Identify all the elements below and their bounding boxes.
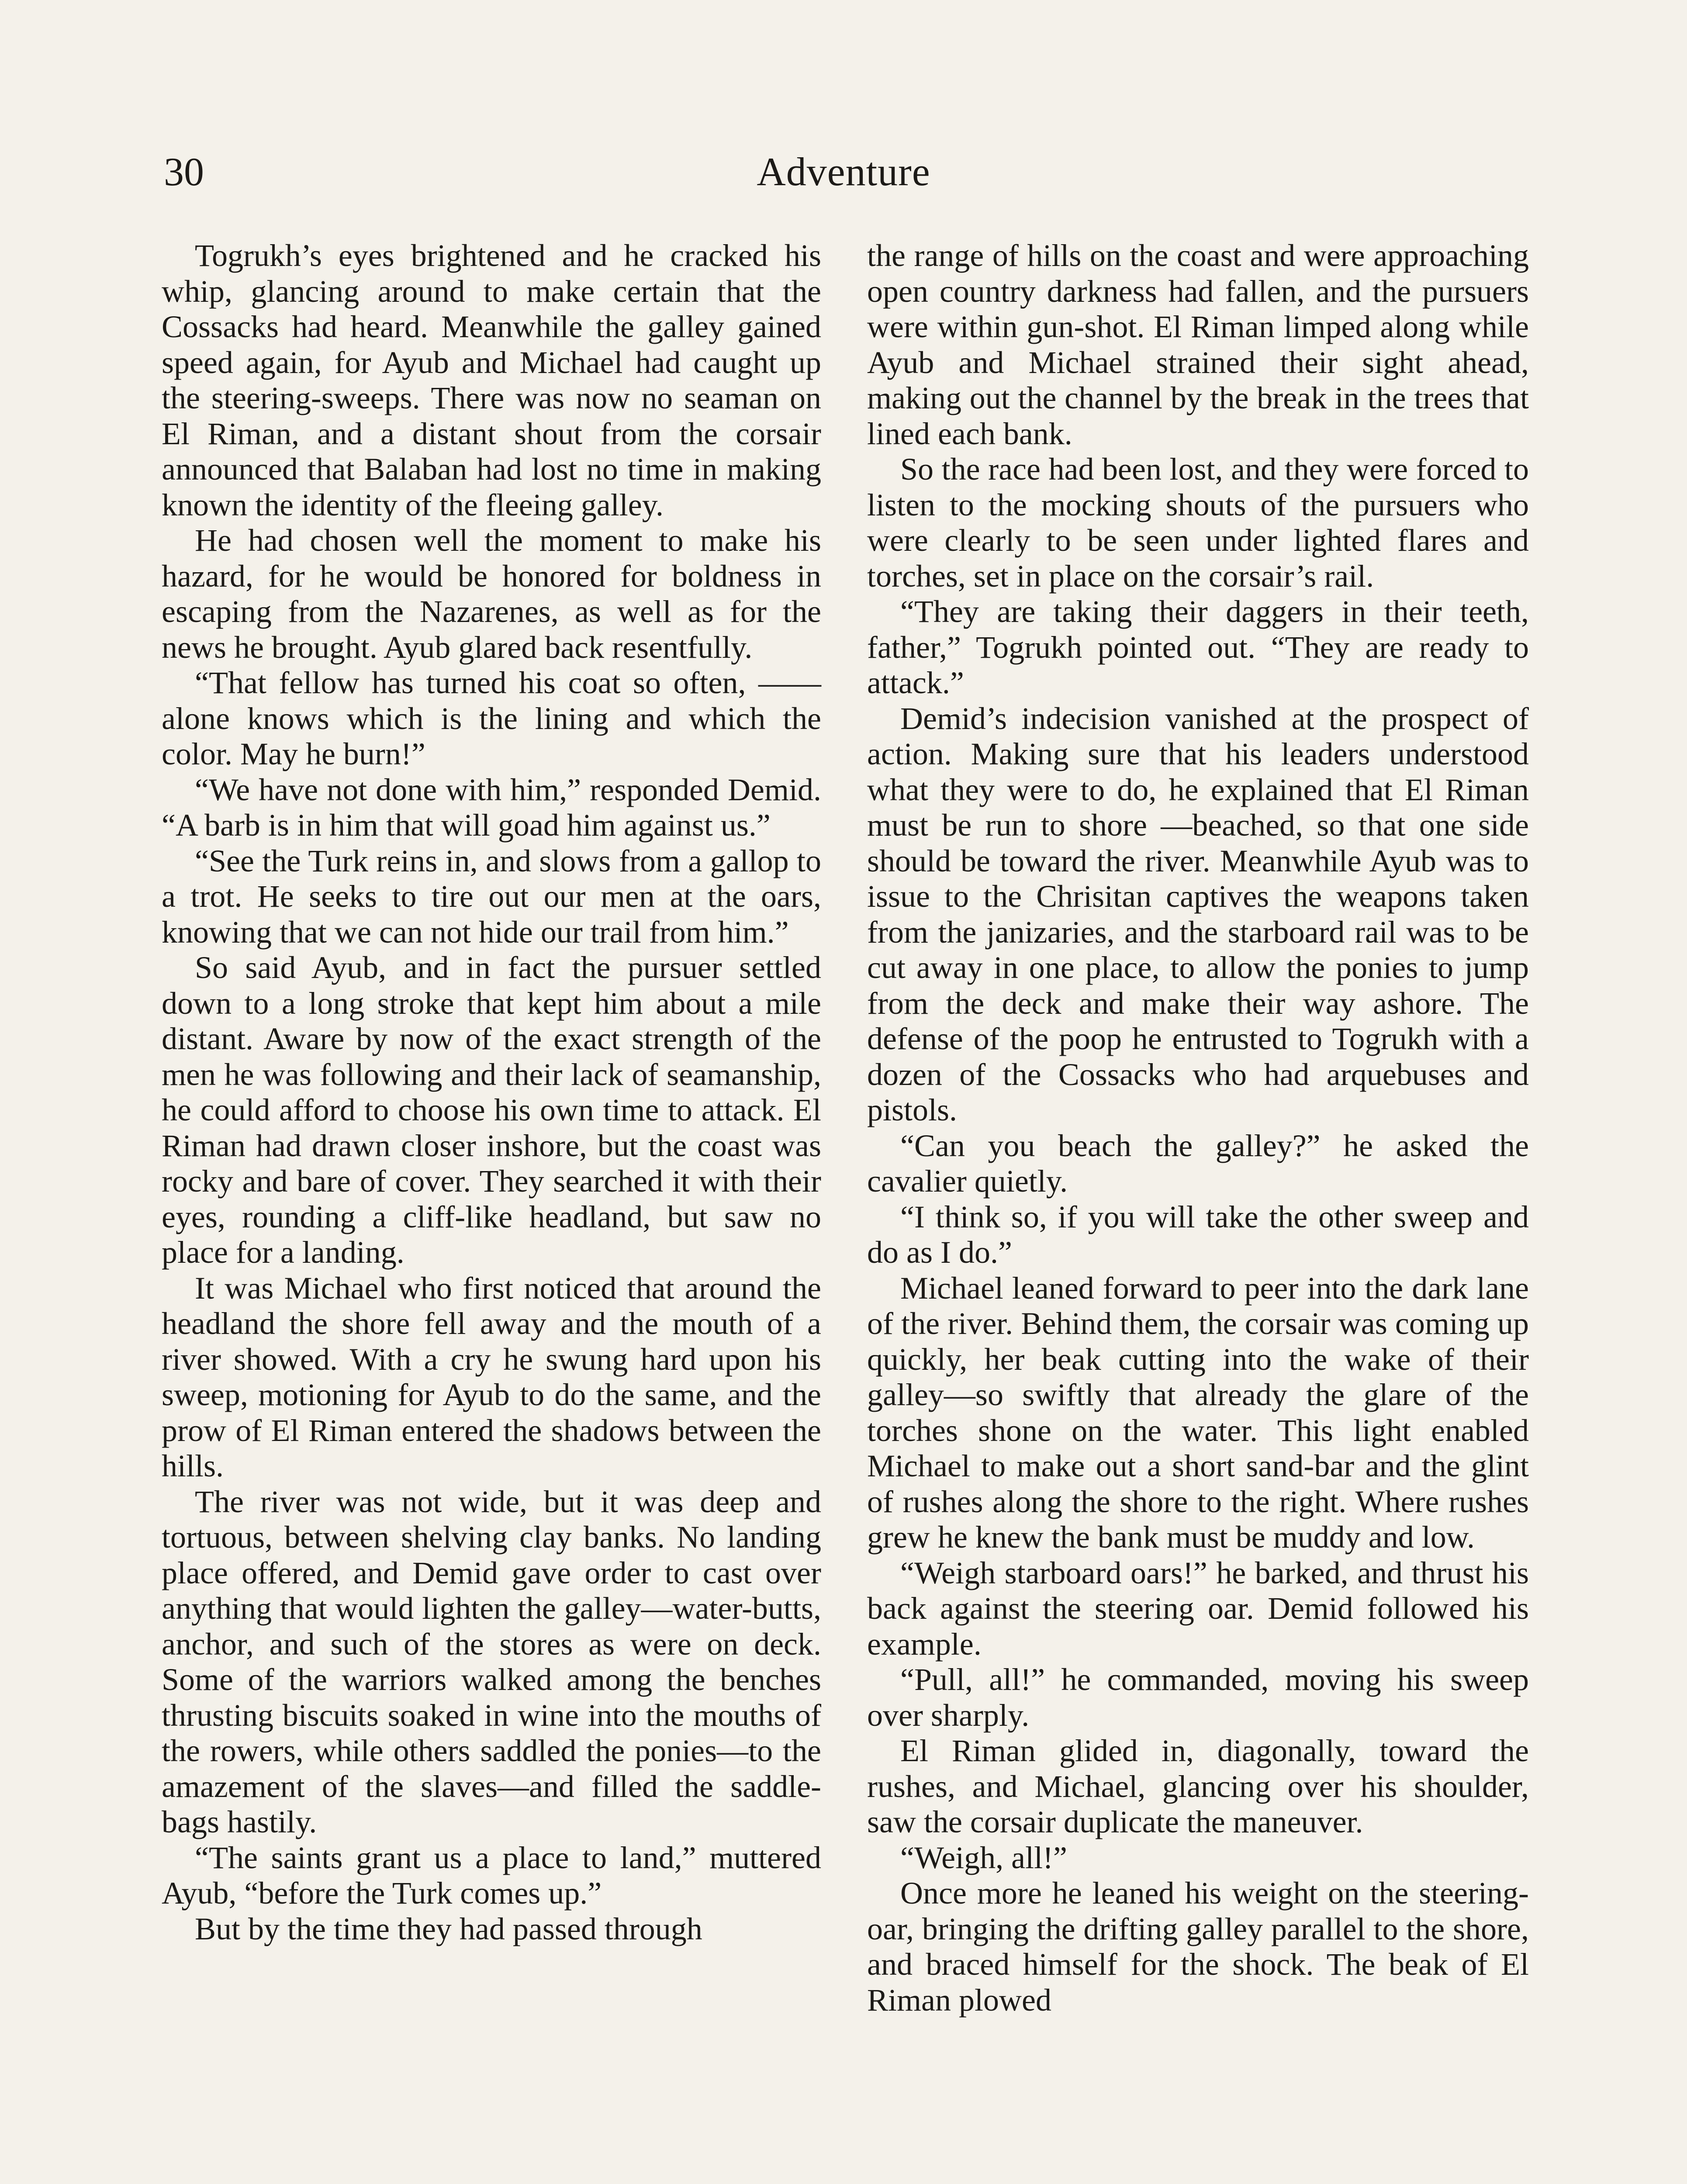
- paragraph-continued: the range of hills on the coast and were approaching open country darkness had fallen, and the pursuers were within gun-shot. El Riman limped along while Ayub and Michael strained their sight ahead, making out the channel by the break in the trees that lined each bank.: [867, 238, 1529, 451]
- paragraph: El Riman glided in, diagonally, toward the rushes, and Michael, glancing over his shoulder, saw the corsair duplicate the maneuver.: [867, 1733, 1529, 1839]
- paragraph: “Weigh, all!”: [900, 1840, 1068, 1875]
- paragraph: Once more he leaned his weight on the steering-oar, bringing the drifting galley parallel to the shore, and braced himself for the shock. The beak of El Riman plowed: [867, 1876, 1529, 2018]
- paragraph: “That fellow has turned his coat so often, —— alone knows which is the lining and which the color. May he burn!”: [162, 665, 821, 771]
- paragraph: So the race had been lost, and they were forced to listen to the mocking shouts of the pursuers who were clearly to be seen under lighted flares and torches, set in place on the corsair’s rail.: [867, 452, 1529, 594]
- paragraph: It was Michael who first noticed that around the headland the shore fell away and the mouth of a river showed. With a cry he swung hard upon his sweep, motioning for Ayub to do the same, and the prow of El Riman entered the shadows between the hills.: [162, 1270, 821, 1483]
- paragraph: “Pull, all!” he commanded, moving his sweep over sharply.: [867, 1662, 1529, 1733]
- running-head-title: Adventure: [757, 149, 930, 194]
- paragraph: “Can you beach the galley?” he asked the cavalier quietly.: [867, 1128, 1529, 1199]
- paragraph: But by the time they had passed through: [195, 1911, 702, 1946]
- paragraph: Demid’s indecision vanished at the prospect of action. Making sure that his leaders understood what they were to do, he explained that El Riman must be run to shore —beached, so that one side should be toward the river. Meanwhile Ayub was to issue to the Chrisitan captives the weapons taken from the janizaries, and the starboard rail was to be cut away in one place, to allow the ponies to jump from the deck and make their way ashore. The defense of the poop he entrusted to Togrukh with a dozen of the Cossacks who had arquebuses and pistols.: [867, 701, 1529, 1127]
- paragraph: “Weigh starboard oars!” he barked, and thrust his back against the steering oar. Demid followed his example.: [867, 1555, 1529, 1662]
- paragraph: “We have not done with him,” responded Demid. “A barb is in him that will goad him against us.”: [162, 772, 821, 843]
- left-column: [162, 238, 821, 1947]
- paragraph: “I think so, if you will take the other sweep and do as I do.”: [867, 1199, 1529, 1270]
- paragraph: He had chosen well the moment to make his hazard, for he would be honored for boldness in escaping from the Nazarenes, as well as for the news he brought. Ayub glared back resentfully.: [162, 523, 821, 665]
- paragraph: “See the Turk reins in, and slows from a gallop to a trot. He seeks to tire out our men at the oars, knowing that we can not hide our trail from him.”: [162, 843, 821, 950]
- paragraph: “They are taking their daggers in their teeth, father,” Togrukh pointed out. “They are ready to attack.”: [867, 594, 1529, 700]
- paragraph: So said Ayub, and in fact the pursuer settled down to a long stroke that kept him about a mile distant. Aware by now of the exact strength of the men he was following and their lack of seamanship, he could afford to choose his own time to attack. El Riman had drawn closer inshore, but the coast was rocky and bare of cover. They searched it with their eyes, rounding a cliff-like headland, but saw no place for a landing.: [162, 950, 821, 1270]
- page-number: 30: [164, 149, 204, 194]
- right-column: [867, 238, 1529, 2018]
- paragraph: Michael leaned forward to peer into the dark lane of the river. Behind them, the corsair was coming up quickly, her beak cutting into the wake of their galley—so swiftly that already the glare of the torches shone on the water. This light enabled Michael to make out a short sand-bar and the glint of rushes along the shore to the right. Where rushes grew he knew the bank must be muddy and low.: [867, 1270, 1529, 1555]
- paragraph: The river was not wide, but it was deep and tortuous, between shelving clay banks. No landing place offered, and Demid gave order to cast over anything that would lighten the galley—water-butts, anchor, and such of the stores as were on deck. Some of the warriors walked among the benches thrusting biscuits soaked in wine into the mouths of the rowers, while others saddled the ponies—to the amazement of the slaves—and filled the saddle-bags hastily.: [162, 1484, 821, 1839]
- paragraph: Togrukh’s eyes brightened and he cracked his whip, glancing around to make certain that the Cossacks had heard. Meanwhile the galley gained speed again, for Ayub and Michael had caught up the steering-sweeps. There was now no seaman on El Riman, and a distant shout from the corsair announced that Balaban had lost no time in making known the identity of the fleeing galley.: [162, 238, 821, 522]
- paragraph: “The saints grant us a place to land,” muttered Ayub, “before the Turk comes up.”: [162, 1840, 821, 1911]
